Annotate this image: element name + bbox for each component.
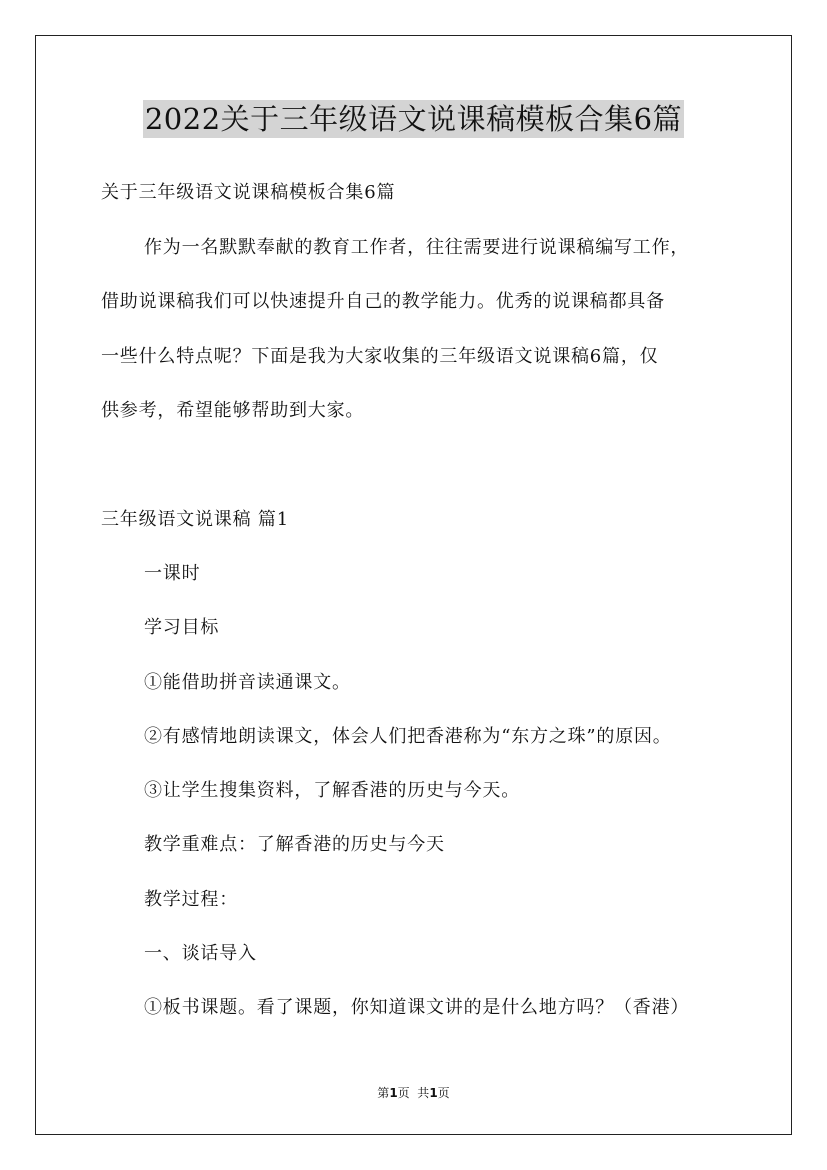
section-heading: 三年级语文说课稿 篇1 bbox=[101, 509, 289, 530]
intro-paragraph-line: 作为一名默默奉献的教育工作者，往往需要进行说课稿编写工作， bbox=[144, 237, 690, 258]
footer-page-total: 1 bbox=[429, 1086, 438, 1100]
intro-paragraph-line: 一些什么特点呢？下面是我为大家收集的三年级语文说课稿6篇，仅 bbox=[101, 346, 659, 367]
section-line: 教学重难点：了解香港的历史与今天 bbox=[144, 834, 445, 855]
section-line: ③让学生搜集资料，了解香港的历史与今天。 bbox=[144, 780, 520, 801]
page-footer bbox=[0, 1085, 827, 1101]
section-line: 教学过程： bbox=[144, 889, 238, 910]
footer-page-current: 1 bbox=[389, 1086, 398, 1100]
section-line: ①能借助拼音读通课文。 bbox=[144, 672, 351, 693]
section-line: 一、谈话导入 bbox=[144, 943, 257, 964]
document-title-text: 2022关于三年级语文说课稿模板合集6篇 bbox=[144, 102, 683, 136]
section-line: ①板书课题。看了课题，你知道课文讲的是什么地方吗？（香港） bbox=[144, 997, 690, 1018]
footer-suffix: 页 bbox=[437, 1086, 450, 1100]
footer-prefix: 第 bbox=[377, 1086, 390, 1100]
section-line: 学习目标 bbox=[144, 617, 220, 638]
section-line: ②有感情地朗读课文，体会人们把香港称为“东方之珠”的原因。 bbox=[144, 726, 672, 747]
section-line: 一课时 bbox=[144, 563, 201, 584]
intro-paragraph-line: 借助说课稿我们可以快速提升自己的教学能力。优秀的说课稿都具备 bbox=[101, 291, 665, 312]
document-subtitle: 关于三年级语文说课稿模板合集6篇 bbox=[101, 182, 396, 203]
document-title bbox=[0, 100, 827, 138]
intro-paragraph-line: 供参考，希望能够帮助到大家。 bbox=[101, 400, 365, 421]
footer-mid: 页 共 bbox=[397, 1086, 430, 1100]
